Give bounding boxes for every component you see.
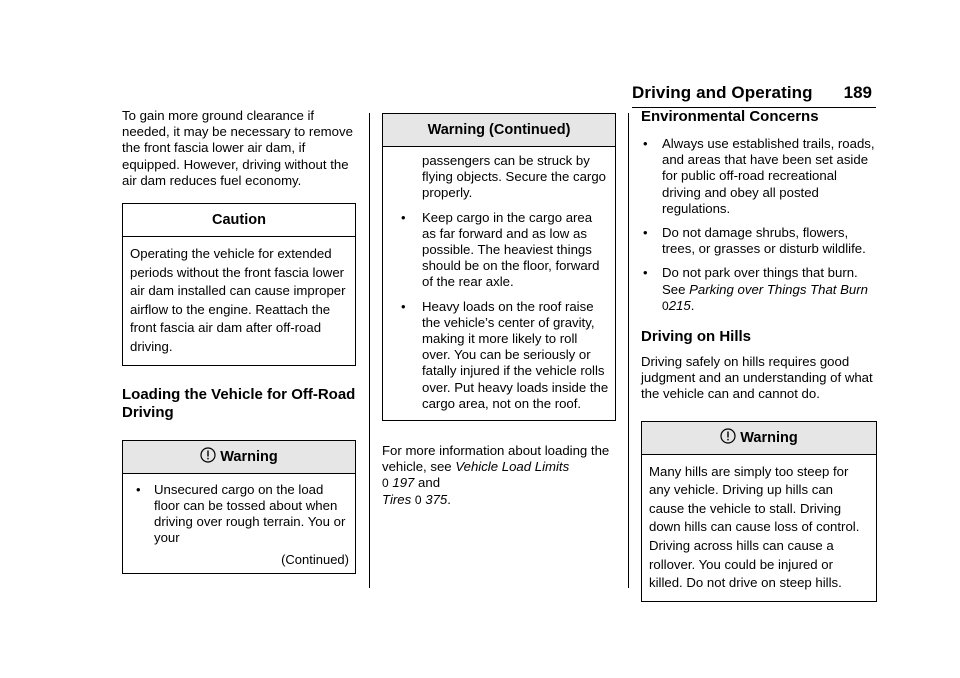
list-item bbox=[641, 136, 877, 217]
page-ref-icon: 0 bbox=[382, 476, 389, 491]
section-heading: Loading the Vehicle for Off-Road Driving bbox=[122, 385, 356, 421]
intro-paragraph: To gain more ground clearance if needed, it may be necessary to remove the front fascia lower air dam, if equipped. However, driving without the air dam reduces fuel economy. bbox=[122, 108, 353, 188]
column-divider bbox=[628, 113, 629, 588]
column-1 bbox=[122, 108, 356, 588]
bullet: • bbox=[643, 265, 648, 281]
warning-continued-box bbox=[382, 113, 616, 421]
list-item bbox=[641, 225, 877, 257]
cross-reference-link[interactable]: Tires bbox=[382, 491, 412, 507]
list-item-text: Do not damage shrubs, flowers, trees, or grasses or disturb wildlife. bbox=[662, 225, 866, 257]
warning-header bbox=[642, 422, 876, 455]
bullet: • bbox=[643, 136, 648, 151]
warning-icon bbox=[720, 428, 736, 444]
warning-box bbox=[122, 440, 356, 575]
column-3 bbox=[641, 108, 877, 616]
page-ref-link[interactable]: 375 bbox=[425, 491, 448, 507]
cross-reference-link[interactable]: Vehicle Load Limits bbox=[455, 459, 570, 475]
section-title: Driving and Operating bbox=[632, 83, 813, 102]
column-2 bbox=[382, 113, 616, 508]
warning-body: Many hills are simply too steep for any vehicle. Driving up hills can cause the vehicle to stall. Driving down hills can cause loss of control. Driving across hills can cause a rollover. You could be injured or killed. Do not drive on steep hills. bbox=[649, 463, 860, 591]
page-ref-link[interactable]: 215 bbox=[668, 297, 691, 313]
cross-reference-link[interactable]: Parking over Things That Burn bbox=[689, 281, 868, 297]
caution-body: Operating the vehicle for extended periods without the front fascia lower air dam installed can cause improper airflow to the engine. Reattach the front fascia air dam after off-road driving. bbox=[130, 246, 346, 354]
column-divider bbox=[369, 113, 370, 588]
list-item-text: Unsecured cargo on the load floor can be tossed about when driving over rough terrain. You or your bbox=[154, 481, 346, 546]
bullet: • bbox=[643, 225, 648, 241]
warning-header bbox=[123, 441, 355, 474]
list-item-text: Always use established trails, roads, and areas that have been set aside for public off-road recreational driving and obey all posted regulations. bbox=[662, 136, 875, 216]
continued-label: (Continued) bbox=[281, 552, 349, 568]
warning-title: Warning bbox=[220, 448, 278, 465]
caution-title: Caution bbox=[123, 204, 355, 237]
warning-title: Warning bbox=[740, 429, 798, 446]
hills-paragraph: Driving safely on hills requires good judgment and an understanding of what the vehicle can and cannot do. bbox=[641, 354, 873, 402]
page-ref-link[interactable]: 197 bbox=[392, 475, 415, 491]
list-item bbox=[390, 299, 609, 412]
list-item bbox=[390, 210, 609, 291]
bullet: • bbox=[401, 209, 406, 225]
warning-continued-title: Warning (Continued) bbox=[383, 114, 615, 147]
caution-box bbox=[122, 203, 356, 366]
warning-icon bbox=[200, 447, 216, 463]
page-number: 189 bbox=[843, 83, 872, 102]
page-header bbox=[632, 83, 876, 107]
warning-box bbox=[641, 421, 877, 602]
list-item-text: Do not park over things that burn. See Parking over Things That Burn 0215. bbox=[662, 265, 868, 313]
list-item bbox=[641, 265, 877, 314]
list-item-text: Keep cargo in the cargo area as far forward and as low as possible. The heaviest things should be on the floor, forward of the rear axle. bbox=[422, 209, 600, 290]
bullet: • bbox=[401, 298, 406, 314]
section-heading: Environmental Concerns bbox=[641, 108, 819, 125]
section-heading: Driving on Hills bbox=[641, 328, 752, 346]
page-ref-icon: 0 bbox=[414, 492, 422, 507]
page-ref-icon: 0 bbox=[662, 298, 669, 313]
more-info-paragraph: For more information about loading the vehicle, see Vehicle Load Limits 0 197 and Tires 0 375. bbox=[382, 443, 610, 507]
list-item-text: Heavy loads on the roof raise the vehicle’s center of gravity, making it more likely to roll over. You can be seriously or fatally injured if the vehicle rolls over. Put heavy loads inside the cargo area, not on the roof. bbox=[422, 298, 609, 411]
list-item bbox=[130, 482, 349, 547]
warning-lead: passengers can be struck by flying objects. Secure the cargo properly. bbox=[422, 153, 606, 201]
bullet: • bbox=[136, 481, 141, 497]
